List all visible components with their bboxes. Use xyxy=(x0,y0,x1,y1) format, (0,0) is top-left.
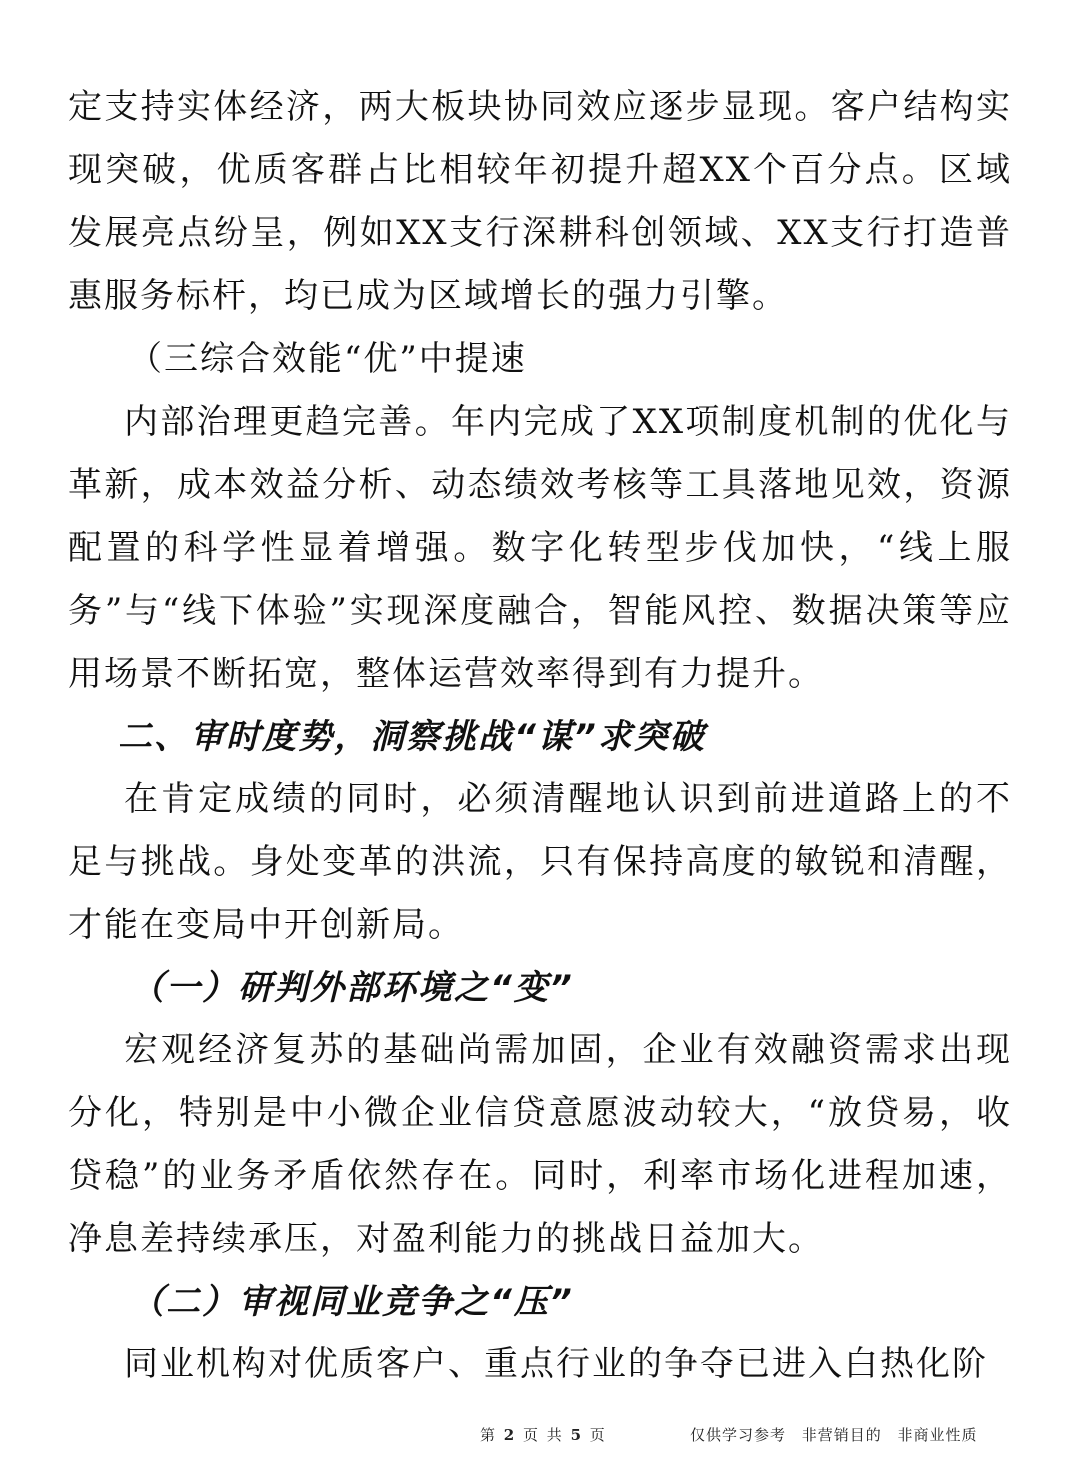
subheading-2-2: （二）审视同业竞争之“压” xyxy=(130,1282,574,1322)
page-number xyxy=(480,1424,607,1445)
document-content xyxy=(68,76,1012,1396)
page-prefix: 第 xyxy=(480,1426,498,1444)
page-mid: 页 共 xyxy=(523,1426,564,1444)
page-current: 2 xyxy=(503,1426,517,1444)
paragraph-3: 在肯定成绩的同时，必须清醒地认识到前进道路上的不足与挑战。身处变革的洪流，只有保持高度的敏锐和清醒，才能在变局中开创新局。 xyxy=(68,779,1012,945)
section-heading-2: 二、审时度势，洞察挑战“谋”求突破 xyxy=(118,717,706,757)
subheading-2-1: （一）研判外部环境之“变” xyxy=(130,968,574,1008)
paragraph-5: 同业机构对优质客户、重点行业的争夺已进入白热化阶 xyxy=(124,1344,988,1384)
paragraph-4: 宏观经济复苏的基础尚需加固，企业有效融资需求出现分化，特别是中小微企业信贷意愿波动较大，“放贷易，收贷稳”的业务矛盾依然存在。同时，利率市场化进程加速，净息差持续承压，对盈利能力的挑战日益加大。 xyxy=(68,1030,1012,1259)
page-suffix: 页 xyxy=(589,1426,607,1444)
page-footer xyxy=(0,1424,1080,1454)
paragraph-2: 内部治理更趋完善。年内完成了XX项制度机制的优化与革新，成本效益分析、动态绩效考核等工具落地见效，资源配置的科学性显着增强。数字化转型步伐加快，“线上服务”与“线下体验”实现深度融合，智能风控、数据决策等应用场景不断拓宽，整体运营效率得到有力提升。 xyxy=(68,402,1012,694)
subheading-3: （三综合效能“优”中提速 xyxy=(128,339,527,379)
disclaimer-note: 仅供学习参考 非营销目的 非商业性质 xyxy=(690,1426,978,1444)
paragraph-1: 定支持实体经济，两大板块协同效应逐步显现。客户结构实现突破，优质客群占比相较年初提升超XX个百分点。区域发展亮点纷呈，例如XX支行深耕科创领域、XX支行打造普惠服务标杆，均已成为区域增长的强力引擎。 xyxy=(68,87,1012,316)
page-total: 5 xyxy=(570,1426,584,1444)
